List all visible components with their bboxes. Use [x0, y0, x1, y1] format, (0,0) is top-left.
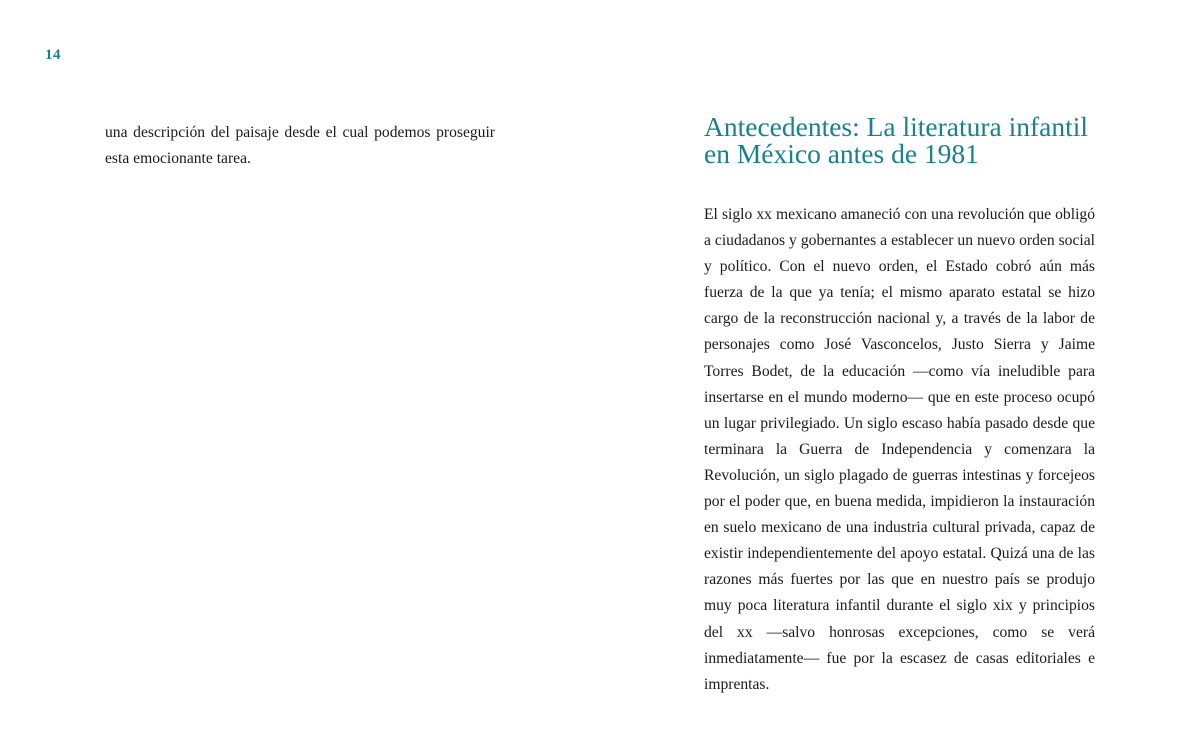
left-column: [105, 120, 495, 173]
left-paragraph: una descripción del paisaje desde el cual podemos proseguir esta emocionante tarea.: [105, 124, 495, 168]
section-heading: Antecedentes: La literatura infantil en México antes de 1981: [704, 111, 1089, 169]
page-number: 14: [45, 47, 61, 63]
body-paragraph: El siglo xx mexicano amaneció con una revolución que obligó a ciudadanos y gobernantes a establecer un nuevo orden social y político. Con el nuevo orden, el Estado cobró aún más fuerza de la que ya tenía; el mismo aparato estatal se hizo cargo de la reconstrucción nacional y, a través de la labor de personajes como José Vasconcelos, Justo Sierra y Jaime Torres Bodet, de la educación —como vía ineludible para insertarse en el mundo moderno— que en este proceso ocupó un lugar privilegiado. Un siglo escaso había pasado desde que terminara la Guerra de Independencia y comenzara la Revolución, un siglo plagado de guerras intestinas y forcejeos por el poder que, en buena medida, impidieron la instauración en suelo mexicano de una industria cultural privada, capaz de existir independientemente del apoyo estatal. Quizá una de las razones más fuertes por las que en nuestro país se produjo muy poca literatura infantil durante el siglo xix y principios del xx —salvo honrosas excepciones, como se verá inmediatamente— fue por la escasez de casas editoriales e imprentas.: [704, 206, 1095, 693]
right-column: [704, 113, 1095, 698]
